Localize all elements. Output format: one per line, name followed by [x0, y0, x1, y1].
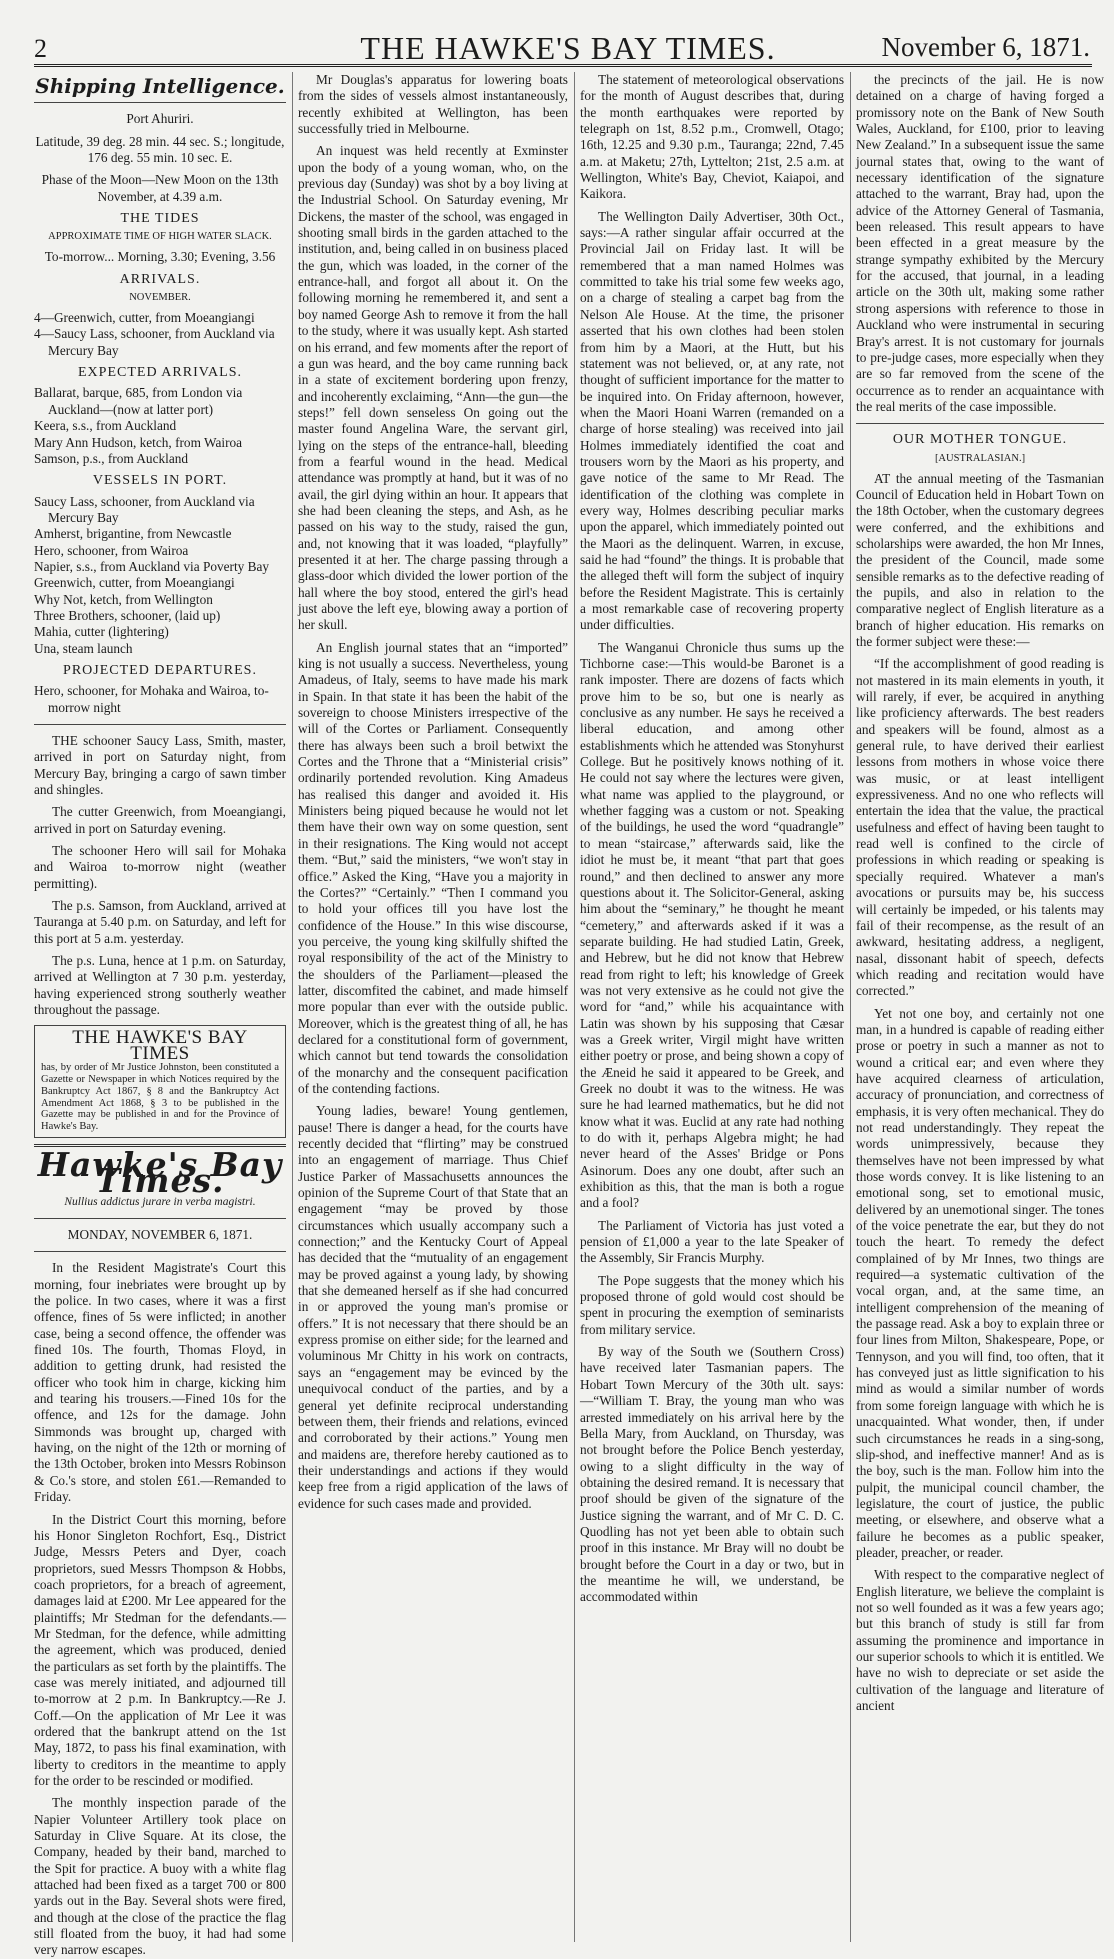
- article-paragraph: In the District Court this morning, before his Honor Singleton Rochfort, Esq., District Judge, Messrs Peters and Dyer, coach proprietors, sued Messrs Thompson & Hobbs, coach proprietors, for a breach of agreement, damages laid at £200. Mr Lee appeared for the plaintiffs; Mr Stedman for the defendants.—Mr Stedman, for the defence, while admitting the agreement, which was produced, denied the particulars as set forth by the plaintiffs. The case was merely initiated, and adjourned till to-morrow at 2 p.m. In Bankruptcy.—Re J. Coff.—On the application of Mr Lee it was ordered that the bankrupt attend on the 1st May, 1872, to pass his final examination, with liberty to creditors in the meantime to apply for the order to be rescinded or modified.: [34, 1511, 286, 1788]
- article-paragraph: the precincts of the jail. He is now detained on a charge of having forged a promissory note on the Bank of New South Wales, Auckland, for £100, prior to leaving New Zealand.” In a subsequent issue the same journal states that, owing to the want of necessary identification of the signature attached to the warrant, Bray had, upon the advice of the Attorney General of Tasmania, been released. This result appears to have been effected in a great measure by the strange sympathy exhibited by the Mercury for the accused, that journal, in a leading article on the 30th ult, making some rather strong aspersions with reference to those in Auckland who were instrumental in securing Bray's arrest. It is not customary for journals to pre-judge cases, more especially when they are so far removed from the scene of the occurrence as to render an acquaintance with the real merits of the case impossible.: [856, 72, 1104, 414]
- list-item: Una, steam launch: [34, 640, 133, 656]
- tides-subheading: APPROXIMATE TIME OF HIGH WATER SLACK.: [48, 231, 272, 243]
- column-divider: [850, 72, 851, 1942]
- gazette-notice: [34, 1025, 286, 1138]
- list-item: Amherst, brigantine, from Newcastle: [34, 526, 232, 542]
- moon-phase: Phase of the Moon—New Moon on the 13th November, at 4.39 a.m.: [41, 172, 279, 204]
- article-source: [AUSTRALASIAN.]: [934, 452, 1026, 464]
- column-divider: [292, 72, 293, 1942]
- tides-line: To-morrow... Morning, 3.30; Evening, 3.56: [44, 249, 276, 265]
- list-item: 4—Greenwich, cutter, from Moeangiangi: [34, 310, 255, 326]
- dateline: MONDAY, NOVEMBER 6, 1871.: [67, 1227, 253, 1242]
- list-item: Keera, s.s., from Auckland: [34, 418, 177, 434]
- newspaper-title: THE HAWKE'S BAY TIMES.: [360, 30, 776, 66]
- list-item: Ballarat, barque, 685, from London via Auckland—(now at latter port): [34, 385, 243, 417]
- article-paragraph: The Wellington Daily Advertiser, 30th Oct., says:—A rather singular affair occurred at the Provincial Jail on Friday last. It will be remembered that a man named Holmes was committed to take his trial some few weeks ago, on a charge of stealing a carpet bag from the Nelson Ale House. At the time, the prisoner asserted that his own clothes had been stolen from him by a Maori, at the Hutt, but his statement was not believed, or, at any rate, not thought of sufficient importance for the matter to be inquired into. On Friday afternoon, however, when the Maori Hoani Warren (remanded on a charge of horse stealing) was received into jail Holmes immediately identified the coat and trousers worn by the Maori as his property, and gave notice of the same to Mr Read. The identification of the clothing was complete in every way, Holmes describing peculiar marks upon the apparel, which immediately pointed out the Maori as the delinquent. Warren, in excuse, said he had “found” the things. It is probable that the alleged theft will form the subject of inquiry before the Resident Magistrate. This is certainly a most remarkable case of recovering property under difficulties.: [580, 208, 844, 633]
- list-item: Napier, s.s., from Auckland via Poverty Bay: [34, 558, 270, 574]
- rule: [856, 423, 1104, 424]
- shipping-heading: Shipping Intelligence.: [35, 74, 285, 98]
- column-4: [856, 72, 1104, 1942]
- article-paragraph: The Parliament of Victoria has just voted a pension of £1,000 a year to the late Speaker of the Assembly, Sir Francis Murphy.: [580, 1217, 844, 1266]
- inport-heading: VESSELS IN PORT.: [92, 473, 228, 489]
- list-item: Three Brothers, schooner, (laid up): [34, 607, 221, 623]
- list-item: Hero, schooner, from Wairoa: [34, 542, 189, 558]
- shipping-news-item: THE schooner Saucy Lass, Smith, master, arrived in port on Saturday night, from Mercury Bay, bringing a cargo of sawn timber and shingles.: [34, 733, 286, 798]
- motto: Nullius addictus jurare in verba magistri.: [64, 1195, 256, 1208]
- expected-heading: EXPECTED ARRIVALS.: [78, 365, 242, 381]
- rule: [34, 1218, 286, 1219]
- masthead: [28, 24, 1108, 66]
- article-heading: OUR MOTHER TONGUE.: [892, 432, 1068, 448]
- article-paragraph: “If the accomplishment of good reading is not mastered in its main elements in youth, it will rarely, if ever, be acquired in anything like proficiency afterwards. The best readers and speakers will be found, almost as a general rule, to have derived their earliest lessons from mothers in whose voice there was music, or at least intelligent expressiveness. And no one who reflects will entertain the idea that the value, the practical usefulness and effect of having been taught to read well is confined to the circle of professions in which reading or speaking is specially required. Whatever a man's avocations or pursuits may be, his success will certainly be impeded, or his talents may fail of their recompense, as the result of an awkward, hesitating address, a negligent, nasal, dissonant habit of speech, defects which reading and recitation would have corrected.”: [856, 656, 1104, 999]
- article-paragraph: Yet not one boy, and certainly not one man, in a hundred is capable of reading either prose or poetry in such a manner as not to wound a critical ear; and even where they have acquired clearness of articulation, accuracy of pronunciation, and correctness of emphasis, it is very often mechanical. They do not read understandingly. They repeat the words unimpressively, because they themselves have not been impressed by what those words convey. It is like listening to an emotional song, set to emotional music, delivered by an unemotional singer. The tones of the voice penetrate the ear, but they do not touch the heart. To remedy the defect complained of by Mr Innes, two things are required—a systematic cultivation of the vocal organ, and, at the same time, an intelligent comprehension of the meaning of the passage read. Ask a boy to explain three or four lines from Milton, Shakespeare, Pope, or Tennyson, and you will find, too often, that it has conveyed just as little signification to his mind as would a similar number of words from some foreign language with which he is unacquainted. What wonder, then, if under such circumstances he reads in a sing-song, slip-shod, and ineffective manner! And as is the boy, such is the man. Follow him into the pulpit, the municipal council chamber, the legislature, the court of justice, the public meeting, or elsewhere, and observe what a failure he becomes as a public speaker, pleader, preacher, or reader.: [856, 1005, 1104, 1560]
- column-divider: [574, 72, 575, 1942]
- column-3: [580, 72, 844, 1942]
- rule: [34, 102, 286, 103]
- list-item: Samson, p.s., from Auckland: [34, 450, 189, 466]
- list-item: Saucy Lass, schooner, from Auckland via Mercury Bay: [34, 493, 255, 525]
- issue-date: November 6, 1871.: [881, 32, 1090, 62]
- arrivals-month: NOVEMBER.: [129, 292, 191, 304]
- notice-body: has, by order of Mr Justice Johnston, been constituted a Gazette or Newspaper in which Notices required by the Bankruptcy Act 1867, § 8 and the Bankruptcy Act Amendment Act 1868, § 3 to be published in the Gazette may be published in and for the Province of Hawke's Bay.: [41, 1062, 279, 1133]
- article-paragraph: The statement of meteorological observations for the month of August describes that, during the month earthquakes were reported by telegraph on 1st, 8.52 p.m., Cromwell, Otago; 16th, 12.25 and 9.30 p.m., Tauranga; 22nd, 7.45 a.m. at Maketu; 27th, Lyttelton; 21st, 2.5 a.m. at Wellington, White's Bay, Cheviot, Kaiapoi, and Kaikora.: [580, 72, 844, 202]
- list-item: Greenwich, cutter, from Moeangiangi: [34, 575, 235, 591]
- tides-heading: THE TIDES: [120, 211, 200, 227]
- column-2: [298, 72, 568, 1942]
- shipping-news-item: The cutter Greenwich, from Moeangiangi, arrived in port on Saturday evening.: [34, 804, 286, 836]
- rule: [34, 1251, 286, 1252]
- article-paragraph: By way of the South we (Southern Cross) have received later Tasmanian papers. The Hobart Town Mercury of the 30th ult. says:—“William T. Bray, the young man who was arrested immediately on his arrival here by the Bella Mary, from Auckland, on Thursday, was not brought before the Police Bench yesterday, owing to a slight difficulty in the way of obtaining the desired remand. It is necessary that proof should be given of the signature of the Justice signing the warrant, and of Mr C. D. C. Quodling has not yet been able to obtain such proof in this instance. Mr Bray will no doubt be brought before the Court in a day or two, but in the meantime he will, we understand, be accommodated within: [580, 1344, 844, 1605]
- shipping-news-item: The p.s. Samson, from Auckland, arrived at Tauranga at 5.40 p.m. on Saturday, and left for this port at 5 a.m. yesterday.: [34, 898, 286, 946]
- list-item: 4—Saucy Lass, schooner, from Auckland via Mercury Bay: [34, 326, 275, 358]
- port-name: Port Ahuriri.: [126, 111, 194, 127]
- article-paragraph: With respect to the comparative neglect of English literature, we believe the complaint is not so well founded as it was a few years ago; but this branch of study is still far from assuming the prominence and importance in our superior schools to which it is entitled. We have no wish to depreciate or set aside the cultivation of the language and literature of ancient: [856, 1567, 1104, 1713]
- notice-title: THE HAWKE'S BAY TIMES: [72, 1026, 248, 1064]
- rule: [34, 724, 286, 725]
- article-paragraph: Young ladies, beware! Young gentlemen, pause! There is danger a head, for the courts have recently decided that “flirting” may be construed into an engagement of marriage. Thus Chief Justice Parker of Massachusetts announces the opinion of the Supreme Court of that State that an engagement “may be proved by those circumstances which usually accompany such a connection;” and the Kentucky Court of Appeal has decided that the “mutuality of an engagement may be proved against a young lady, by showing that she demeaned herself as if she had concurred in or approved the young man's promise or offers.” It is not necessary that there should be an express promise on either side; for the learned and voluminous Mr Chitty in his work on contracts, says an “engagement may be evinced by the unequivocal conduct of the parties, and by a general yet definite reciprocal understanding between them, their friends and relations, evinced and corroborated by their actions.” Young men and maidens are, therefore hereby cautioned as to their understandings and actions if they would keep free from a rigid application of the laws of evidence for such cases made and provided.: [298, 1103, 568, 1511]
- header-rule: [34, 64, 1092, 67]
- page-number: 2: [34, 34, 47, 63]
- list-item: Mary Ann Hudson, ketch, from Wairoa: [34, 434, 243, 450]
- projected-heading: PROJECTED DEPARTURES.: [63, 662, 257, 678]
- article-paragraph: The Pope suggests that the money which his proposed throne of gold would cost should be spent in procuring the exemption of seminarists from military service.: [580, 1272, 844, 1337]
- shipping-news-item: The schooner Hero will sail for Mohaka and Wairoa to-morrow night (weather permitting).: [34, 843, 286, 891]
- column-1: [34, 72, 286, 1958]
- article-paragraph: An English journal states that an “imported” king is not usually a success. Nevertheless, young Amadeus, of Italy, seems to have made his mark in Spain. In that state it has been the habit of the sovereign to choose Ministers irrespective of the will of the Cortes or Parliament. Consequently there has always been such a broil betwixt the Cortes and the Throne that a “Ministerial crisis” ordinarily portended revolution. King Amadeus has realised this danger and avoided it. His Ministers being piqued because he would not let them have their own way on some question, sent in their resignations. The King would not accept them. “But,” said the ministers, “we won't stay in office.” Asked the King, “Have you a majority in the Cortes?” “Certainly.” “Then I command you to hold your offices till you have lost the confidence of the House.” In this wise discourse, you perceive, the young king skilfully shifted the royal responsibility of the act of the Ministry to the shoulders of the Parliament—pleased the latter, discomfited the cabinet, and made himself more popular than ever with the outside public. Moreover, which is the greatest thing of all, he has declared for a constitutional form of government, which cannot but tend towards the consolidation of the monarchy and the consequent pacification of the contending factions.: [298, 639, 568, 1096]
- list-item: Why Not, ketch, from Wellington: [34, 591, 213, 607]
- article-paragraph: In the Resident Magistrate's Court this morning, four inebriates were brought up by the police. In two cases, where it was a first offence, fines of 5s were inflicted; in another case, being a second offence, the offender was fined 10s. The fourth, Thomas Floyd, in addition to getting drunk, had resisted the officer who took him in charge, kicking him and tearing his trousers.—Fined 10s for the offence, and 12s for the damage. John Simmonds was brought up, charged with having, on the night of the 12th or morning of the 13th October, broken into Messrs Robinson & Co.'s store, and stolen £61.—Remanded to Friday.: [34, 1260, 286, 1505]
- article-paragraph: The Wanganui Chronicle thus sums up the Tichborne case:—This would-be Baronet is a rank imposter. There are dozens of facts which prove him to be so, but one is nearly as conclusive as any number. He says he received a liberal education, and among other establishments which he attended was Stonyhurst College. But he positively knows nothing of it. He could not say where the lectures were given, what name was applied to the playground, or whether fagging was a custom or not. Speaking of the buildings, he used the word “quadrangle” to mean “staircase,” afterwards said, like the idiot he must be, it meant “that part that goes round,” and then declined to answer any more questions about it. The Solicitor-General, asking him about the “seminary,” he thought he meant “cemetery,” and afterwards asked if it was a separate building. He had studied Latin, Greek, and Hebrew, but he did not know that Hebrew read from right to left; his knowledge of Greek was not very extensive as he could not give the word for “and,” while his acquaintance with Latin was shown by his supposing that Cæsar was a Greek writer, Virgil might have written either poetry or prose, and being shown a copy of the Æneid he said it appeared to be Greek, and Greek no doubt it was to the witness. He was sure he had learned mathematics, but he did not know what it was. Euclid at any rate had nothing to do with it, perhaps Algebra might; he had never heard of the Asses' Bridge or Pons Asinorum. Does any one doubt, after such an exhibition as this, that the man is both a rogue and a fool?: [580, 639, 844, 1211]
- article-paragraph: An inquest was held recently at Exminster upon the body of a young woman, who, on the previous day (Sunday) was shot by a boy living at the Industrial School. On Saturday evening, Mr Dickens, the master of the school, was engaged in shooting small birds in the garden attached to the institution, and, being called in on business placed the gun, which was loaded, in the corner of the entrance-hall, and forgot all about it. On the following morning he remembered it, and sent a boy named George Ash to remove it from the hall to the study, where it was usually kept. Ash started on his errand, and few moments after the report of a gun was heard, and the boy came running back in a state of excitement bordering upon frenzy, and incoherently exclaiming, “Ann—the gun—the steps!” fell down senseless On going out the master found Angelina Ware, the servant girl, lying on the steps of the entrance-hall, bleeding from a fearful wound in the head. Medical attendance was promptly at hand, but it was of no avail, the girl dying within an hour. It appears that she had been cleaning the steps, and Ash, as he passed on his way to the study, raised the gun, and, not knowing that it was loaded, “playfully” presented it at her. The charge passing through a glass-door which divided the lower portion of the hall where the boy stood, entered the girl's head just above the left eye, blowing away a portion of her skull.: [298, 143, 568, 633]
- list-item: Hero, schooner, for Mohaka and Wairoa, to-morrow night: [34, 683, 269, 715]
- article-paragraph: The monthly inspection parade of the Napier Volunteer Artillery took place on Saturday in Clive Square. At its close, the Company, headed by their band, marched to the Spit for practice. A buoy with a white flag attached had been fixed as a target 700 or 800 yards out in the Bay. Several shots were fired, and though at the close of the practice the flag still floated from the buoy, it had had some very narrow escapes.: [34, 1795, 286, 1958]
- latitude-line: Latitude, 39 deg. 28 min. 44 sec. S.; longitude, 176 deg. 55 min. 10 sec. E.: [35, 133, 285, 166]
- arrivals-heading: ARRIVALS.: [119, 271, 201, 287]
- list-item: Mahia, cutter (lightering): [34, 624, 169, 640]
- shipping-news-item: The p.s. Luna, hence at 1 p.m. on Saturday, arrived at Wellington at 7 30 p.m. yesterday, having experienced strong southerly weather throughout the passage.: [34, 953, 286, 1018]
- paper-name: Hawke's Bay Times.: [37, 1144, 283, 1201]
- article-paragraph: AT the annual meeting of the Tasmanian Council of Education held in Hobart Town on the 18th October, when the customary degrees were conferred, and the exhibitions and scholarships were awarded, the hon Mr Innes, the president of the Council, made some sensible remarks as to the defective reading of the pupils, and also in relation to the comparative neglect of English literature as a branch of higher education. His remarks on the former subject were these:—: [856, 470, 1104, 649]
- article-paragraph: Mr Douglas's apparatus for lowering boats from the sides of vessels almost instantaneously, recently exhibited at Wellington, has been successfully tried in Melbourne.: [298, 72, 568, 137]
